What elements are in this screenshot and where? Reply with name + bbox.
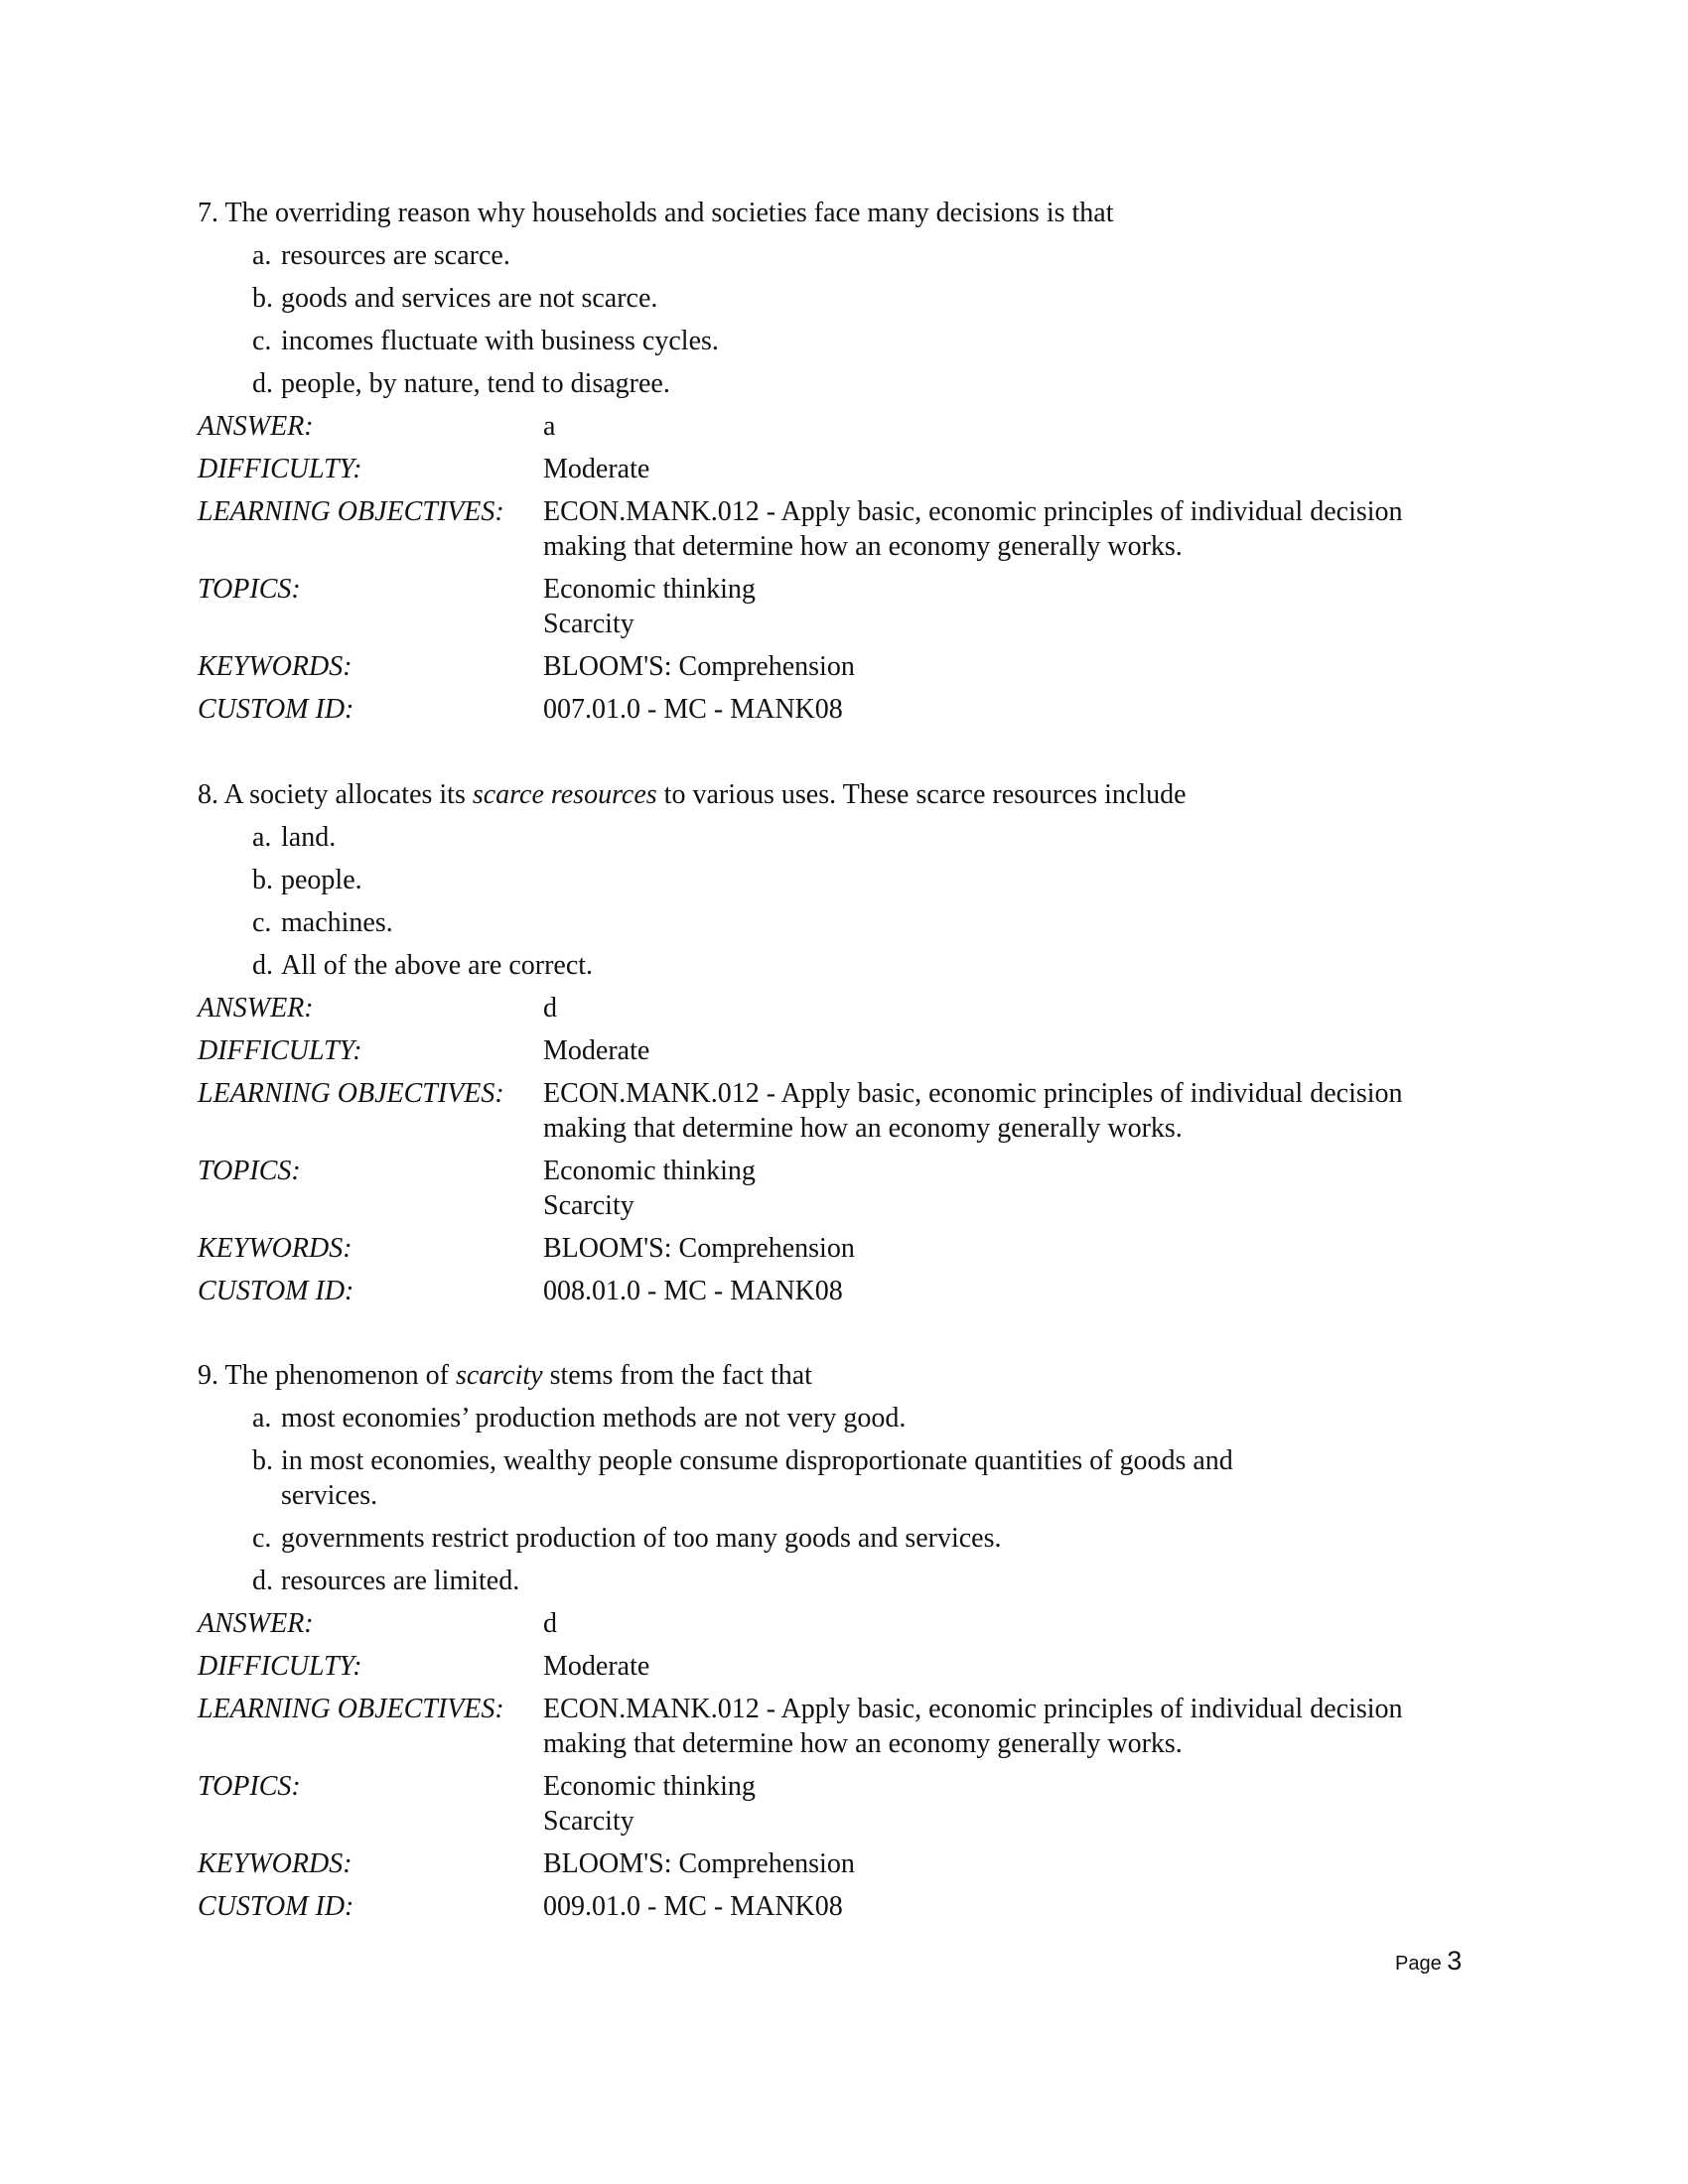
meta-row xyxy=(198,1692,1508,1761)
meta-row xyxy=(198,1154,1508,1223)
page-label: Page xyxy=(1395,1953,1442,1975)
meta-values xyxy=(543,1606,557,1641)
meta-label: KEYWORDS: xyxy=(198,651,352,682)
meta-value: Moderate xyxy=(543,1651,650,1682)
meta-row xyxy=(198,991,1508,1025)
answer-option xyxy=(198,1521,1508,1556)
meta-row xyxy=(198,572,1508,641)
page-number: 3 xyxy=(1447,1946,1463,1976)
meta-values xyxy=(543,692,843,727)
option-text: goods and services are not scarce. xyxy=(281,283,658,314)
option-text: All of the above are correct. xyxy=(281,950,594,981)
meta-value: Moderate xyxy=(543,454,650,484)
stem-emphasis: scarcity xyxy=(455,1360,543,1391)
meta-value: ECON.MANK.012 - Apply basic, economic principles of individual decision xyxy=(543,1694,1403,1724)
answer-option xyxy=(198,281,1508,316)
page-footer xyxy=(1395,1946,1462,1977)
meta-values xyxy=(543,1231,855,1266)
answer-option xyxy=(198,238,1508,273)
option-letter: c. xyxy=(252,1523,272,1554)
meta-value: BLOOM'S: Comprehension xyxy=(543,1848,855,1879)
meta-value: BLOOM'S: Comprehension xyxy=(543,651,855,682)
option-text: people, by nature, tend to disagree. xyxy=(281,368,670,399)
meta-label: CUSTOM ID: xyxy=(198,694,354,725)
meta-label: TOPICS: xyxy=(198,574,301,605)
meta-label: CUSTOM ID: xyxy=(198,1891,354,1922)
meta-label: TOPICS: xyxy=(198,1156,301,1186)
meta-row xyxy=(198,1889,1508,1924)
meta-values xyxy=(543,1274,843,1308)
answer-option xyxy=(198,366,1508,401)
option-letter: b. xyxy=(252,865,273,895)
answer-option xyxy=(198,905,1508,940)
question-block xyxy=(198,196,1508,735)
meta-label: LEARNING OBJECTIVES: xyxy=(198,496,504,527)
stem-text-end: stems from the fact that xyxy=(542,1360,812,1391)
stem-text: 7. The overriding reason why households and societies face many decisions is that xyxy=(198,198,1114,228)
meta-values xyxy=(543,1692,1403,1761)
meta-label: ANSWER: xyxy=(198,1608,314,1639)
meta-value: ECON.MANK.012 - Apply basic, economic principles of individual decision xyxy=(543,496,1403,527)
answer-option xyxy=(198,324,1508,358)
stem-text-end: to various uses. These scarce resources include xyxy=(656,779,1187,810)
meta-label: ANSWER: xyxy=(198,993,314,1024)
question-stem xyxy=(198,1358,1508,1393)
meta-value: making that determine how an economy generally works. xyxy=(543,1113,1183,1144)
meta-values xyxy=(543,1649,649,1684)
option-letter: a. xyxy=(252,240,272,271)
option-letter: a. xyxy=(252,1403,272,1433)
option-text: land. xyxy=(281,822,337,853)
option-text: machines. xyxy=(281,907,393,938)
meta-label: DIFFICULTY: xyxy=(198,1651,362,1682)
option-letter: c. xyxy=(252,326,272,356)
meta-label: LEARNING OBJECTIVES: xyxy=(198,1694,504,1724)
meta-value: Moderate xyxy=(543,1035,650,1066)
option-letter: b. xyxy=(252,283,273,314)
meta-row xyxy=(198,1769,1508,1839)
answer-option xyxy=(198,863,1508,897)
meta-row xyxy=(198,1231,1508,1266)
meta-value: 007.01.0 - MC - MANK08 xyxy=(543,694,843,725)
option-text: resources are scarce. xyxy=(281,240,510,271)
answer-option xyxy=(198,1564,1508,1598)
meta-row xyxy=(198,649,1508,684)
option-text: in most economies, wealthy people consume disproportionate quantities of goods and services. xyxy=(281,1445,1233,1511)
meta-values xyxy=(543,991,557,1025)
meta-label: ANSWER: xyxy=(198,411,314,442)
meta-row xyxy=(198,409,1508,444)
option-text: people. xyxy=(281,865,362,895)
option-letter: d. xyxy=(252,368,273,399)
meta-row xyxy=(198,452,1508,486)
meta-value: BLOOM'S: Comprehension xyxy=(543,1233,855,1264)
meta-row xyxy=(198,1033,1508,1068)
meta-value: d xyxy=(543,1608,557,1639)
question-stem xyxy=(198,196,1508,230)
answer-option xyxy=(198,1443,1508,1513)
meta-row xyxy=(198,1606,1508,1641)
meta-values xyxy=(543,1769,756,1839)
meta-row xyxy=(198,494,1508,564)
option-letter: d. xyxy=(252,1566,273,1596)
meta-value: making that determine how an economy generally works. xyxy=(543,531,1183,562)
meta-values xyxy=(543,1889,843,1924)
meta-label: DIFFICULTY: xyxy=(198,1035,362,1066)
meta-label: KEYWORDS: xyxy=(198,1848,352,1879)
meta-values xyxy=(543,452,649,486)
meta-label: TOPICS: xyxy=(198,1771,301,1802)
meta-values xyxy=(543,1154,756,1223)
stem-emphasis: scarce resources xyxy=(472,779,657,810)
question-stem xyxy=(198,777,1508,812)
option-text: governments restrict production of too many goods and services. xyxy=(281,1523,1002,1554)
option-text: incomes fluctuate with business cycles. xyxy=(281,326,719,356)
answer-option xyxy=(198,948,1508,983)
meta-value: making that determine how an economy generally works. xyxy=(543,1728,1183,1759)
meta-value: Economic thinking xyxy=(543,1771,756,1802)
meta-values xyxy=(543,1846,855,1881)
meta-value: 009.01.0 - MC - MANK08 xyxy=(543,1891,843,1922)
option-letter: c. xyxy=(252,907,272,938)
meta-row xyxy=(198,1649,1508,1684)
meta-label: LEARNING OBJECTIVES: xyxy=(198,1078,504,1109)
meta-values xyxy=(543,494,1403,564)
answer-option xyxy=(198,820,1508,855)
meta-label: DIFFICULTY: xyxy=(198,454,362,484)
meta-row xyxy=(198,1846,1508,1881)
meta-values xyxy=(543,572,756,641)
meta-row xyxy=(198,1274,1508,1308)
meta-value: Economic thinking xyxy=(543,1156,756,1186)
stem-text: 9. The phenomenon of xyxy=(198,1360,456,1391)
question-block xyxy=(198,777,1508,1316)
option-letter: a. xyxy=(252,822,272,853)
option-letter: d. xyxy=(252,950,273,981)
stem-text: 8. A society allocates its xyxy=(198,779,473,810)
meta-value: Scarcity xyxy=(543,1190,634,1221)
option-text: resources are limited. xyxy=(281,1566,520,1596)
meta-value: Scarcity xyxy=(543,1806,634,1837)
meta-value: ECON.MANK.012 - Apply basic, economic principles of individual decision xyxy=(543,1078,1403,1109)
meta-values xyxy=(543,1033,649,1068)
meta-value: 008.01.0 - MC - MANK08 xyxy=(543,1276,843,1306)
option-letter: b. xyxy=(252,1445,273,1476)
meta-value: Scarcity xyxy=(543,609,634,639)
question-block xyxy=(198,1358,1508,1932)
meta-values xyxy=(543,1076,1403,1146)
meta-values xyxy=(543,409,555,444)
meta-value: a xyxy=(543,411,556,442)
meta-value: d xyxy=(543,993,557,1024)
meta-label: KEYWORDS: xyxy=(198,1233,352,1264)
meta-value: Economic thinking xyxy=(543,574,756,605)
meta-row xyxy=(198,692,1508,727)
meta-values xyxy=(543,649,855,684)
meta-label: CUSTOM ID: xyxy=(198,1276,354,1306)
answer-option xyxy=(198,1401,1508,1435)
option-text: most economies’ production methods are not very good. xyxy=(281,1403,907,1433)
meta-row xyxy=(198,1076,1508,1146)
